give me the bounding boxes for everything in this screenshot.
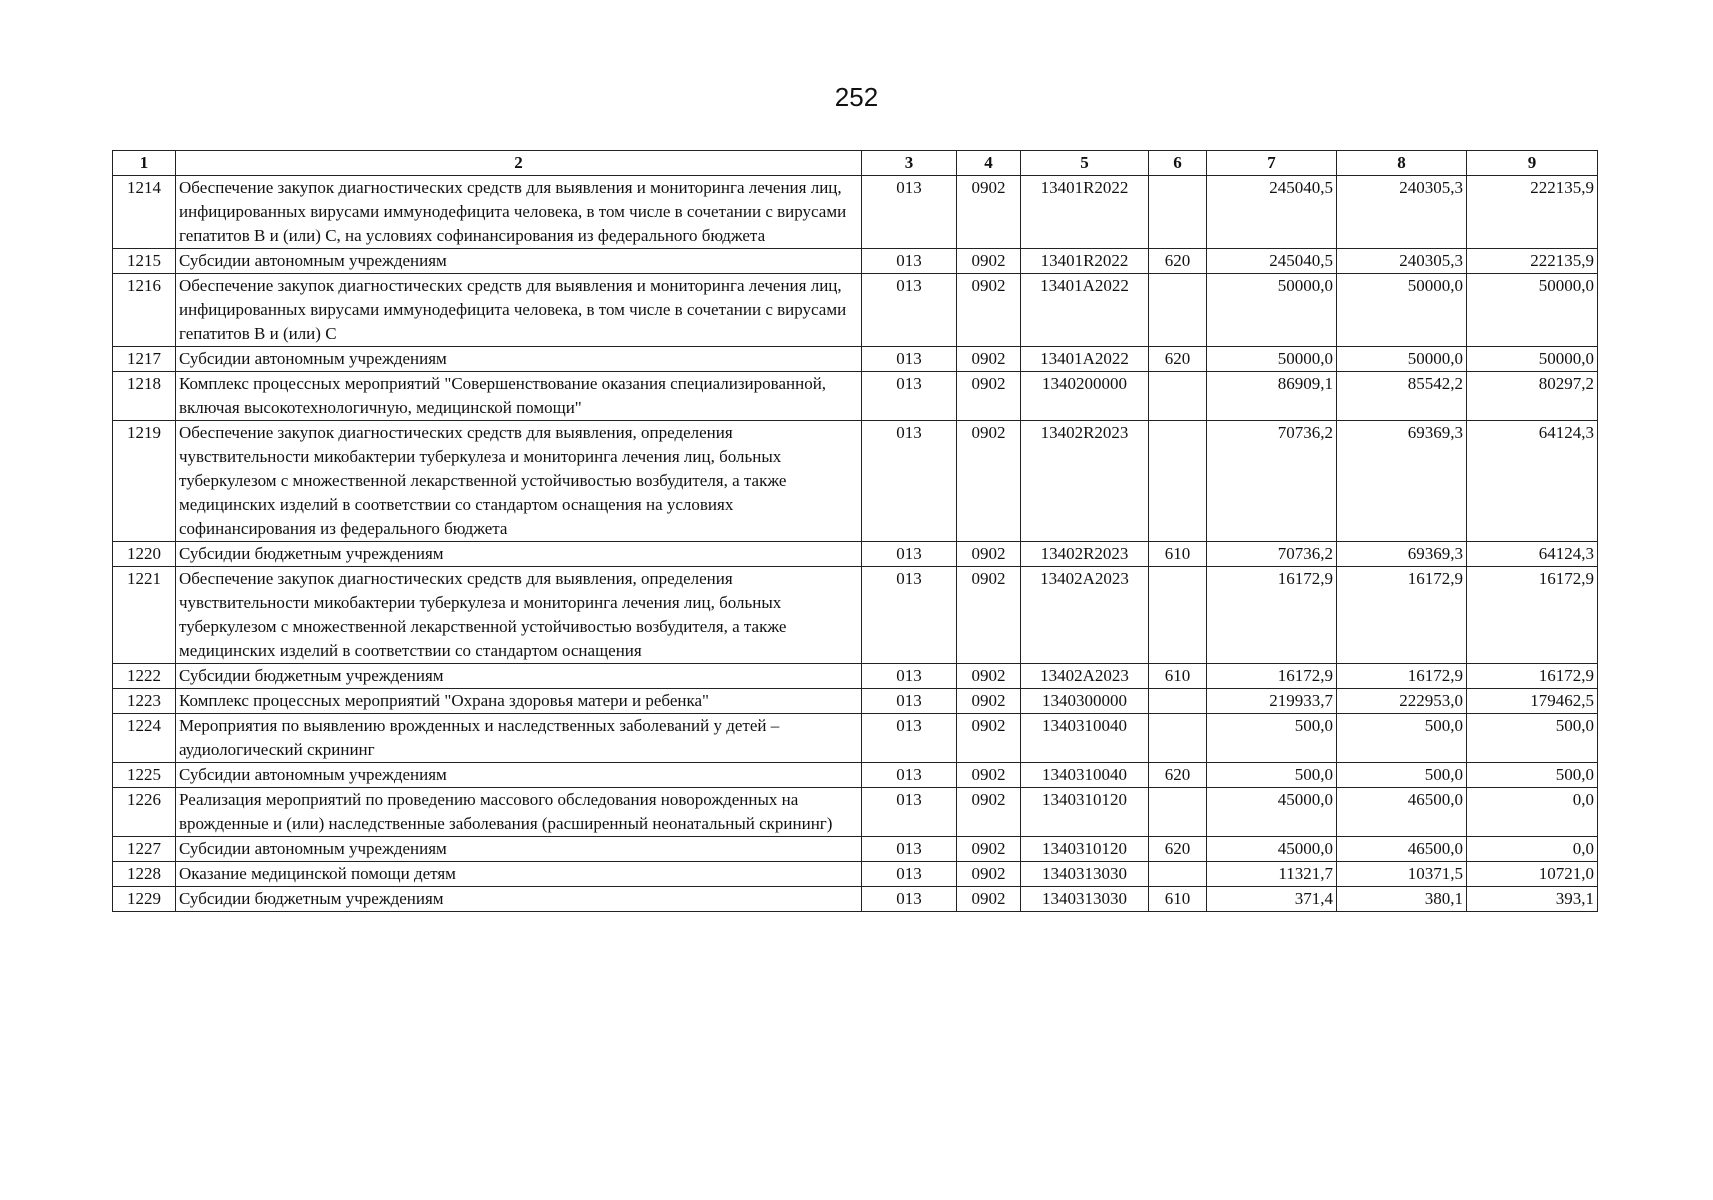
page-number: 252 <box>834 82 879 112</box>
table-row <box>113 249 1598 274</box>
row-number: 1214 <box>113 176 176 249</box>
row-number: 1224 <box>113 714 176 763</box>
row-number: 1226 <box>113 788 176 837</box>
table-row <box>113 714 1598 763</box>
row-expense-type <box>1149 421 1207 542</box>
row-target-article: 13402A2023 <box>1021 567 1149 664</box>
row-value-7: 70736,2 <box>1207 421 1337 542</box>
row-value-9: 64124,3 <box>1467 542 1598 567</box>
header-col-4: 4 <box>957 151 1021 176</box>
row-value-8: 69369,3 <box>1337 542 1467 567</box>
budget-table <box>112 150 1598 912</box>
table-row <box>113 274 1598 347</box>
row-number: 1221 <box>113 567 176 664</box>
row-value-7: 50000,0 <box>1207 347 1337 372</box>
row-number: 1225 <box>113 763 176 788</box>
row-name: Субсидии автономным учреждениям <box>176 347 862 372</box>
row-value-7: 50000,0 <box>1207 274 1337 347</box>
row-ministry-code: 013 <box>862 347 957 372</box>
row-value-7: 245040,5 <box>1207 249 1337 274</box>
table-row <box>113 567 1598 664</box>
row-target-article: 1340310120 <box>1021 837 1149 862</box>
row-expense-type: 620 <box>1149 763 1207 788</box>
row-name: Комплекс процессных мероприятий "Совершенствование оказания специализированной, включая высокотехнологичную, медицинской помощи" <box>176 372 862 421</box>
row-target-article: 1340200000 <box>1021 372 1149 421</box>
row-value-8: 500,0 <box>1337 714 1467 763</box>
row-ministry-code: 013 <box>862 788 957 837</box>
row-target-article: 13402A2023 <box>1021 664 1149 689</box>
row-value-7: 11321,7 <box>1207 862 1337 887</box>
row-ministry-code: 013 <box>862 567 957 664</box>
row-value-9: 50000,0 <box>1467 347 1598 372</box>
row-ministry-code: 013 <box>862 249 957 274</box>
row-value-8: 46500,0 <box>1337 837 1467 862</box>
row-value-7: 16172,9 <box>1207 664 1337 689</box>
row-value-7: 86909,1 <box>1207 372 1337 421</box>
row-expense-type <box>1149 689 1207 714</box>
table-row <box>113 347 1598 372</box>
row-name: Мероприятия по выявлению врожденных и наследственных заболеваний у детей – аудиологический скрининг <box>176 714 862 763</box>
row-section-code: 0902 <box>957 249 1021 274</box>
row-value-8: 240305,3 <box>1337 249 1467 274</box>
row-name: Субсидии бюджетным учреждениям <box>176 542 862 567</box>
header-col-6: 6 <box>1149 151 1207 176</box>
row-section-code: 0902 <box>957 788 1021 837</box>
row-ministry-code: 013 <box>862 689 957 714</box>
row-section-code: 0902 <box>957 837 1021 862</box>
row-ministry-code: 013 <box>862 542 957 567</box>
row-expense-type <box>1149 567 1207 664</box>
row-ministry-code: 013 <box>862 763 957 788</box>
header-col-9: 9 <box>1467 151 1598 176</box>
row-target-article: 13402R2023 <box>1021 542 1149 567</box>
row-name: Субсидии бюджетным учреждениям <box>176 664 862 689</box>
header-col-2: 2 <box>176 151 862 176</box>
row-target-article: 1340310040 <box>1021 714 1149 763</box>
row-ministry-code: 013 <box>862 664 957 689</box>
row-value-9: 222135,9 <box>1467 176 1598 249</box>
table-row <box>113 421 1598 542</box>
row-section-code: 0902 <box>957 664 1021 689</box>
row-target-article: 1340310040 <box>1021 763 1149 788</box>
row-expense-type: 610 <box>1149 887 1207 912</box>
row-expense-type <box>1149 274 1207 347</box>
row-value-8: 222953,0 <box>1337 689 1467 714</box>
row-number: 1216 <box>113 274 176 347</box>
row-expense-type: 620 <box>1149 249 1207 274</box>
header-col-5: 5 <box>1021 151 1149 176</box>
row-value-9: 393,1 <box>1467 887 1598 912</box>
row-ministry-code: 013 <box>862 274 957 347</box>
row-name: Субсидии автономным учреждениям <box>176 837 862 862</box>
row-ministry-code: 013 <box>862 176 957 249</box>
row-value-8: 10371,5 <box>1337 862 1467 887</box>
row-name: Обеспечение закупок диагностических средств для выявления, определения чувствительности микобактерии туберкулеза и мониторинга лечения лиц, больных туберкулезом с множественной лекарственной устойчивостью возбудителя, а также медицинских изделий в соответствии со стандартом оснащения на условиях софинансирования из федерального бюджета <box>176 421 862 542</box>
row-target-article: 13401R2022 <box>1021 249 1149 274</box>
row-name: Субсидии автономным учреждениям <box>176 249 862 274</box>
row-value-9: 64124,3 <box>1467 421 1598 542</box>
row-value-7: 16172,9 <box>1207 567 1337 664</box>
row-number: 1228 <box>113 862 176 887</box>
table-row <box>113 689 1598 714</box>
row-expense-type: 610 <box>1149 542 1207 567</box>
row-value-7: 500,0 <box>1207 714 1337 763</box>
row-name: Субсидии бюджетным учреждениям <box>176 887 862 912</box>
row-number: 1217 <box>113 347 176 372</box>
row-value-8: 240305,3 <box>1337 176 1467 249</box>
table-row <box>113 788 1598 837</box>
row-section-code: 0902 <box>957 347 1021 372</box>
row-target-article: 1340313030 <box>1021 887 1149 912</box>
row-value-7: 45000,0 <box>1207 788 1337 837</box>
row-name: Комплекс процессных мероприятий "Охрана здоровья матери и ребенка" <box>176 689 862 714</box>
row-expense-type: 610 <box>1149 664 1207 689</box>
row-value-9: 10721,0 <box>1467 862 1598 887</box>
row-target-article: 1340310120 <box>1021 788 1149 837</box>
row-number: 1229 <box>113 887 176 912</box>
row-section-code: 0902 <box>957 176 1021 249</box>
row-section-code: 0902 <box>957 763 1021 788</box>
row-number: 1222 <box>113 664 176 689</box>
row-value-7: 45000,0 <box>1207 837 1337 862</box>
row-expense-type: 620 <box>1149 347 1207 372</box>
row-value-8: 85542,2 <box>1337 372 1467 421</box>
row-value-8: 50000,0 <box>1337 274 1467 347</box>
row-value-8: 500,0 <box>1337 763 1467 788</box>
row-name: Оказание медицинской помощи детям <box>176 862 862 887</box>
row-section-code: 0902 <box>957 887 1021 912</box>
row-value-8: 69369,3 <box>1337 421 1467 542</box>
row-number: 1220 <box>113 542 176 567</box>
row-value-7: 219933,7 <box>1207 689 1337 714</box>
row-value-9: 500,0 <box>1467 714 1598 763</box>
row-value-9: 0,0 <box>1467 837 1598 862</box>
header-col-8: 8 <box>1337 151 1467 176</box>
row-number: 1227 <box>113 837 176 862</box>
row-value-8: 16172,9 <box>1337 664 1467 689</box>
row-expense-type <box>1149 372 1207 421</box>
row-target-article: 13401A2022 <box>1021 347 1149 372</box>
row-ministry-code: 013 <box>862 837 957 862</box>
header-col-7: 7 <box>1207 151 1337 176</box>
table-row <box>113 837 1598 862</box>
row-value-8: 16172,9 <box>1337 567 1467 664</box>
row-name: Обеспечение закупок диагностических средств для выявления, определения чувствительности микобактерии туберкулеза и мониторинга лечения лиц, больных туберкулезом с множественной лекарственной устойчивостью возбудителя, а также медицинских изделий в соответствии со стандартом оснащения <box>176 567 862 664</box>
row-target-article: 1340313030 <box>1021 862 1149 887</box>
row-name: Обеспечение закупок диагностических средств для выявления и мониторинга лечения лиц, инфицированных вирусами иммунодефицита человека, в том числе в сочетании с вирусами гепатитов B и (или) C, на условиях софинансирования из федерального бюджета <box>176 176 862 249</box>
row-target-article: 13402R2023 <box>1021 421 1149 542</box>
row-section-code: 0902 <box>957 689 1021 714</box>
row-value-8: 50000,0 <box>1337 347 1467 372</box>
row-expense-type <box>1149 862 1207 887</box>
row-number: 1219 <box>113 421 176 542</box>
row-section-code: 0902 <box>957 567 1021 664</box>
table-row <box>113 664 1598 689</box>
row-expense-type <box>1149 714 1207 763</box>
row-value-9: 179462,5 <box>1467 689 1598 714</box>
row-value-7: 70736,2 <box>1207 542 1337 567</box>
row-value-9: 16172,9 <box>1467 567 1598 664</box>
row-value-8: 46500,0 <box>1337 788 1467 837</box>
row-target-article: 13401R2022 <box>1021 176 1149 249</box>
row-ministry-code: 013 <box>862 714 957 763</box>
row-section-code: 0902 <box>957 542 1021 567</box>
row-section-code: 0902 <box>957 372 1021 421</box>
row-value-9: 80297,2 <box>1467 372 1598 421</box>
table-row <box>113 887 1598 912</box>
row-name: Обеспечение закупок диагностических средств для выявления и мониторинга лечения лиц, инфицированных вирусами иммунодефицита человека, в том числе в сочетании с вирусами гепатитов B и (или) C <box>176 274 862 347</box>
table-row <box>113 176 1598 249</box>
header-row <box>113 151 1598 176</box>
row-section-code: 0902 <box>957 862 1021 887</box>
row-value-9: 222135,9 <box>1467 249 1598 274</box>
row-section-code: 0902 <box>957 714 1021 763</box>
row-section-code: 0902 <box>957 421 1021 542</box>
row-ministry-code: 013 <box>862 421 957 542</box>
table-row <box>113 763 1598 788</box>
row-target-article: 13401A2022 <box>1021 274 1149 347</box>
table-row <box>113 862 1598 887</box>
row-expense-type <box>1149 788 1207 837</box>
row-ministry-code: 013 <box>862 372 957 421</box>
row-section-code: 0902 <box>957 274 1021 347</box>
table-row <box>113 372 1598 421</box>
row-expense-type: 620 <box>1149 837 1207 862</box>
header-col-3: 3 <box>862 151 957 176</box>
row-number: 1218 <box>113 372 176 421</box>
row-value-8: 380,1 <box>1337 887 1467 912</box>
row-ministry-code: 013 <box>862 862 957 887</box>
row-value-9: 50000,0 <box>1467 274 1598 347</box>
row-number: 1215 <box>113 249 176 274</box>
row-name: Субсидии автономным учреждениям <box>176 763 862 788</box>
row-number: 1223 <box>113 689 176 714</box>
row-value-9: 0,0 <box>1467 788 1598 837</box>
row-ministry-code: 013 <box>862 887 957 912</box>
row-value-7: 245040,5 <box>1207 176 1337 249</box>
row-value-7: 500,0 <box>1207 763 1337 788</box>
row-target-article: 1340300000 <box>1021 689 1149 714</box>
row-value-9: 500,0 <box>1467 763 1598 788</box>
row-value-7: 371,4 <box>1207 887 1337 912</box>
row-name: Реализация мероприятий по проведению массового обследования новорожденных на врожденные и (или) наследственные заболевания (расширенный неонатальный скрининг) <box>176 788 862 837</box>
table-row <box>113 542 1598 567</box>
header-col-1: 1 <box>113 151 176 176</box>
row-value-9: 16172,9 <box>1467 664 1598 689</box>
row-expense-type <box>1149 176 1207 249</box>
